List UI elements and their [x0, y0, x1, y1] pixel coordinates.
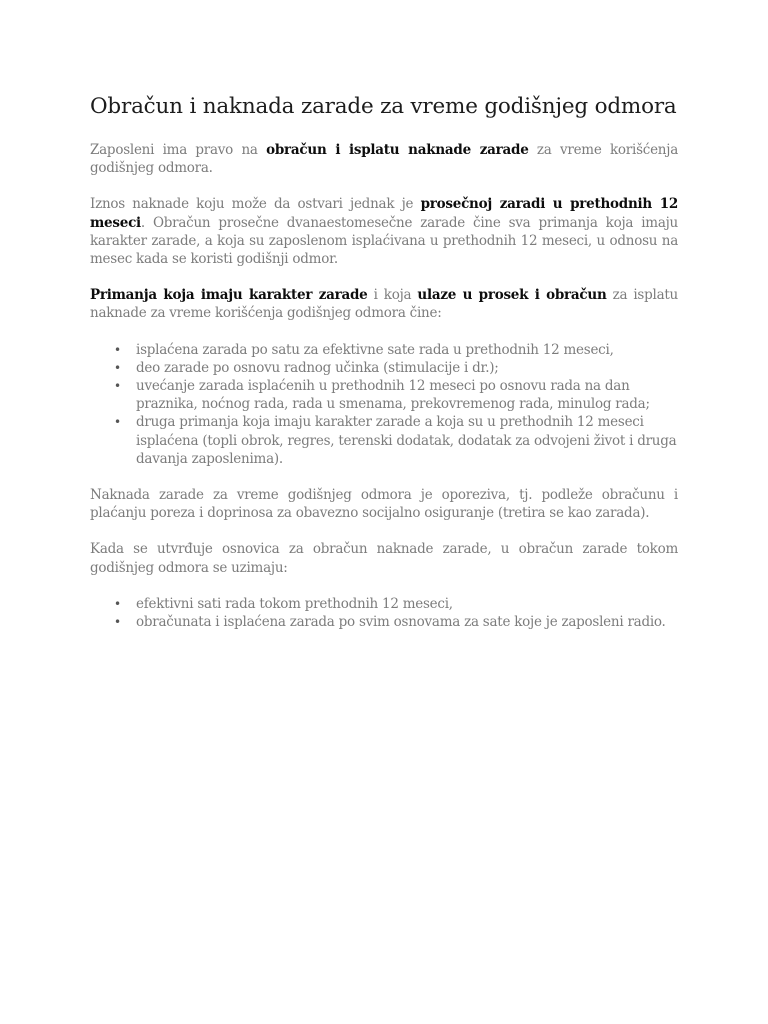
list-item-text: druga primanja koja imaju karakter zarade a koja su u prethodnih 12 meseci isplaćena (topli obrok, regres, terenski dodatak, dodatak za odvojeni život i druga davanja zaposlenima).	[136, 414, 677, 467]
bullet-icon: •	[114, 379, 121, 394]
list-item	[90, 377, 678, 413]
paragraph-base-calculation: Kada se utvrđuje osnovica za obračun naknade zarade, u obračun zarade tokom godišnjeg odmora se uzimaju:	[90, 541, 678, 576]
paragraph-amount	[90, 195, 678, 268]
base-components-list	[90, 595, 678, 631]
list-item-text: uvećanje zarada isplaćenih u prethodnih 12 meseci po osnovu rada na dan praznika, noćnog rada, rada u smenama, prekovremenog rada, minulog rada;	[136, 378, 650, 413]
text-run: Iznos naknade koju može da ostvari jednak je	[90, 196, 421, 213]
text-run: za isplatu naknade za vreme korišćenja godišnjeg odmora čine:	[90, 287, 678, 322]
bold-text-run: Primanja koja imaju karakter zarade	[90, 287, 368, 304]
list-item	[90, 613, 678, 631]
list-item	[90, 413, 678, 468]
paragraph-taxation: Naknada zarade za vreme godišnjeg odmora je oporeziva, tj. podleže obračunu i plaćanju poreza i doprinosa za obavezno socijalno osiguranje (tretira se kao zarada).	[90, 487, 678, 522]
paragraph-income-components	[90, 286, 678, 322]
list-item	[90, 341, 678, 359]
bullet-icon: •	[114, 415, 121, 430]
bullet-icon: •	[114, 342, 121, 357]
document-page	[90, 92, 678, 649]
bullet-icon: •	[114, 360, 121, 375]
text-run: i koja	[367, 287, 418, 304]
paragraph-entitlement	[90, 141, 678, 177]
list-item-text: isplaćena zarada po satu za efektivne sate rada u prethodnih 12 meseci,	[136, 341, 614, 358]
text-run: za vreme korišćenja godišnjeg odmora.	[90, 142, 678, 177]
list-item	[90, 359, 678, 377]
income-components-list	[90, 341, 678, 468]
bold-text-run: prosečnoj zaradi u prethodnih 12 meseci	[90, 196, 679, 231]
text-run: Zaposleni ima pravo na	[90, 142, 267, 158]
list-item-text: obračunata i isplaćena zarada po svim osnovama za sate koje je zaposleni radio.	[136, 614, 666, 631]
bold-text-run: obračun i isplatu naknade zarade	[266, 142, 529, 158]
text-run: . Obračun prosečne dvanaestomesečne zarade čine sva primanja koja imaju karakter zarade, a koja su zaposlenom isplaćivana u prethodnih 12 meseci, u odnosu na mesec kada se koristi godišnji odmor.	[90, 214, 678, 268]
bullet-icon: •	[114, 596, 121, 611]
list-item-text: efektivni sati rada tokom prethodnih 12 meseci,	[136, 595, 453, 612]
list-item-text: deo zarade po osnovu radnog učinka (stimulacije i dr.);	[136, 359, 499, 376]
page-title: Obračun i naknada zarade za vreme godišnjeg odmora	[90, 94, 677, 119]
bullet-icon: •	[114, 615, 121, 630]
list-item	[90, 595, 678, 613]
bold-text-run: ulaze u prosek i obračun	[417, 287, 607, 304]
